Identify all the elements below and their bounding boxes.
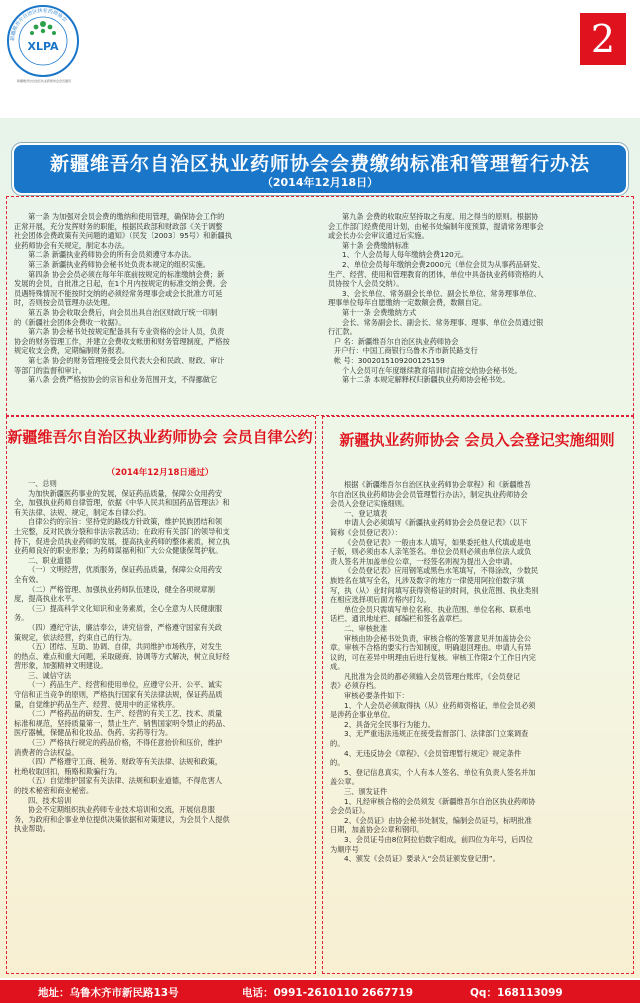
text-line: 个人会员可在年度继续教育培训时直接交给协会秘书处。 (342, 365, 522, 375)
text-line: 话栏、通讯地址栏、邮编栏和签名盖章栏。 (330, 614, 467, 624)
text-line: （五）自觉维护国家有关法律、法规和职业道德，不得危害人 (28, 776, 223, 786)
footer-bar (0, 980, 640, 1003)
text-line: 凡批准为会员的都必须输入会员管理台账库，《会员登记 (344, 671, 521, 681)
text-line: 2、单位会员每年缴纳会费2000元（单位会员为从事药品研发、 (342, 259, 545, 269)
text-line: 审核由协会秘书处负责，审核合格的签署意见并加盖协会公 (344, 633, 531, 643)
self-discipline-date: （2014年12月18日通过） (106, 468, 214, 478)
text-line: 第八条 会费严格按协会的宗旨和业务范围开支，不得挪做它 (28, 375, 218, 385)
text-line: 量，自觉维护药品生产、经营、使用中的正常秩序。 (14, 699, 180, 709)
text-line: 3、无严重违法违规正在接受监督部门、法律部门立案调查 (344, 729, 529, 739)
text-line: 日期，加盖协会公章和钢印。 (330, 825, 424, 835)
text-line: 务。 (14, 613, 29, 623)
text-line: 守信和正当竞争的原则，严格执行国家有关法律法规，保证药品质 (14, 690, 223, 700)
self-discipline-body (14, 479, 306, 834)
text-line: 审核必要条件如下： (344, 691, 409, 701)
footer-phone: 电话：0991-2610110 2667719 (242, 987, 414, 999)
text-line: 二、审核批准 (344, 623, 388, 633)
text-line: 三、诚信守法 (28, 670, 72, 680)
text-line: 等部门的监督和审计。 (14, 365, 86, 375)
text-line: 在相应选择项后面方格内打勾。 (330, 595, 431, 605)
text-line: 业药师协会有关规定，制定本办法。 (14, 240, 130, 250)
text-line: 正常开展，充分发挥财务的职能，根据民政部和财政部《关于调整 (14, 221, 223, 231)
text-line: （三）提高科学文化知识和业务素质，全心全意为人民健康服 (28, 603, 223, 613)
text-line: 单位会员只需填写单位名称、执业范围、单位名称、联系电 (344, 604, 531, 614)
footer-address: 地址：乌鲁木齐市新民路13号 (38, 987, 179, 999)
text-line: 是涉药企事业单位。 (330, 710, 395, 720)
text-line: 第三条 新疆执业药师协会秘书处负责本规定的组织实施。 (28, 259, 210, 269)
text-line: 第四条 协会会员必须在每年年底前按规定的标准缴纳会费；新 (28, 269, 225, 279)
text-line: 5、登记信息真实，个人有本人签名、单位有负责人签名并加 (344, 767, 536, 777)
logo-ring-text: 新疆维吾尔自治区执业药师协会 (9, 7, 68, 42)
text-line: 协会不定期组织执业药师专业技术培训和交流，开展信息服 (28, 805, 215, 815)
text-line: （一）文明经营，优质服务，保证药品质量，保障公众用药安 (28, 565, 223, 575)
text-line: 成。 (330, 662, 345, 672)
text-line: 务，为政府和企事业单位提供决策依据和对策建议，为会员个人提供 (14, 814, 230, 824)
text-line: 发展的会员，自批准之日起，在1个月内按规定的标准交纳会费。会 (14, 279, 228, 289)
text-line: 第七条 协会的财务管理接受会员代表大会和民政、财政、审计 (28, 355, 225, 365)
text-line: 第十一条 会费缴纳方式 (342, 307, 417, 317)
text-line: 杜绝收取回扣，贿赂和欺骗行为。 (14, 766, 122, 776)
text-line: 员协按个人会员交纳）。 (328, 279, 404, 289)
text-line: 族姓名在填写全名，凡涉及数字的地方一律使用阿拉伯数字填 (330, 575, 525, 585)
text-line: （三）严格执行规定的药品价格，不得任意抬价和压价，维护 (28, 738, 223, 748)
text-line: 申请人会必须填写《新疆执业药师协会会员登记表》（以下 (344, 518, 528, 528)
text-line: 会会员证》。 (330, 806, 370, 816)
text-line: 尔自治区执业药师协会会员管理暂行办法》，制定执业药师协会 (330, 489, 528, 499)
text-line: 1、凡经审核合格的会员须发《新疆维吾尔自治区执业药师协 (344, 796, 536, 806)
text-line: 写，执（从）业时间填写获得资格证的时间，执业范围、执业类别 (330, 585, 539, 595)
page-number: 2 (580, 13, 626, 65)
title-banner (12, 143, 628, 195)
text-line: 第一条 为加强对会员会费的缴纳和使用管理，确保协会工作的 (28, 212, 225, 221)
text-line: 营形象，加强精神文明建设。 (14, 661, 108, 671)
text-line: 责人签名并加盖单位公章，一经签名则视为提出入会申请。 (330, 556, 517, 566)
text-line: 土完整，反对民族分裂和非法宗教活动；在政府有关部门的领导和支 (14, 526, 230, 536)
text-line: 全有效。 (14, 574, 43, 584)
text-line: 或会长办公会审议通过后实施。 (328, 231, 429, 241)
text-line: 二、职业道德 (28, 555, 72, 565)
text-line: 子版，则必须由本人亲笔签名。单位会员则必须由单位法人或负 (330, 547, 532, 557)
text-line: 一、总则 (28, 479, 57, 488)
text-line: 时，否则按会员管理办法处理。 (14, 298, 115, 308)
text-line: 协会的财务管理工作，并建立会费收支帐册和财务管理制度，严格按 (14, 336, 230, 346)
text-line: 标准和规范，坚持质量第一，禁止生产、销售国家明令禁止的药品、 (14, 718, 230, 728)
text-line: 的。 (330, 739, 345, 749)
text-line: （四）遵纪守法，廉洁奉公，讲究信誉，严格遵守国家有关政 (28, 622, 223, 632)
text-line: 第九条 会费的收取应坚持取之有度、用之得当的原则。根据协 (342, 212, 539, 221)
text-line: 业药师良好的职业形象；为药师谋福利和广大公众健康保驾护航。 (14, 546, 223, 556)
text-line: 持下，促进会员执业药师的发展，提高执业药师的整体素质，树立执 (14, 536, 230, 546)
text-line: 4、无违反协会《章程》、《会员管理暂行规定》规定条件 (344, 748, 522, 758)
page-header (0, 0, 640, 118)
self-discipline-title: 新疆维吾尔自治区执业药师协会 会员自律公约 (7, 428, 313, 446)
text-line: 为加快新疆医药事业的发展，保证药品质量，保障公众用药安 (28, 488, 223, 498)
text-line: 第二条 新疆执业药师协会的所有会员须遵守本办法。 (28, 250, 196, 260)
text-line: 3、会长单位、常务副会长单位、副会长单位、常务理事单位、 (342, 288, 541, 298)
text-line: 自律公约的宗旨：坚持党的路线方针政策，维护民族团结和领 (28, 517, 223, 527)
text-line: 生产、经营、使用和管理教育的团体，单位中具备执业药师资格的人 (328, 269, 544, 279)
text-line: 1、个人会员必须取得执（从）业药师资格证，单位会员必须 (344, 700, 536, 710)
text-line: 会员入会登记实施细则。 (330, 499, 410, 509)
text-line: 《会员登记表》应用钢笔或黑色水笔填写，不得涂改，少数民 (344, 566, 539, 576)
text-line: 会工作部门经费使用计划，由秘书处编制年度预算，提请常务理事会 (328, 221, 544, 231)
text-line: 表》必须存档。 (330, 681, 381, 691)
text-line: 的《新疆社会团体会费收一收据》。 (14, 317, 126, 327)
text-line: 一、登记填表 (344, 508, 388, 518)
text-line: 1、个人会员每人每年缴纳会费120元。 (342, 250, 469, 260)
main-title: 新疆维吾尔自治区执业药师协会会费缴纳标准和管理暂行办法 (49, 153, 590, 175)
text-line: 第十二条 本规定解释权归新疆执业药师协会秘书处。 (342, 375, 510, 385)
text-line: 2、具备完全民事行为能力。 (344, 719, 435, 729)
text-line: 的技术秘密和商业秘密。 (14, 786, 94, 795)
text-line: 3、会员证号由8位阿拉伯数字组成，前四位为年号，后四位 (344, 834, 533, 844)
text-line: 盖公章。 (330, 777, 359, 787)
text-line: 社会团体会费政策有关问题的通知》（民发〔2003〕95号）和新疆执 (14, 231, 232, 241)
text-line: 简称《会员登记表》）： (330, 527, 402, 537)
text-line: 第十条 会费缴纳标准 (342, 240, 409, 250)
text-line: 四、技术培训 (28, 795, 72, 805)
text-line: 医疗器械，保健品和化妆品、伪药、劣药等行为。 (14, 728, 173, 738)
text-line: 《会员登记表》一般由本人填写，如果委托他人代填或是电 (344, 537, 531, 547)
text-line: 2、《会员证》由协会秘书处制发，编制会员证号，标明批准 (344, 815, 532, 825)
text-line: 为顺序号 (330, 844, 359, 854)
fee-rules-left-column (14, 212, 312, 385)
text-line: 户 名：新疆维吾尔自治区执业药师协会 (334, 336, 459, 346)
text-line: 帐 号：3002015109200125159 (334, 355, 445, 365)
text-line: 度，提高执业水平。 (14, 594, 79, 604)
text-line: 员遇特殊情况不能按时交纳的必须经常务理事会或会长批准方可延 (14, 288, 223, 298)
logo-subtitle: 新疆维吾尔自治区执业药师协会会员通讯 (16, 79, 71, 83)
text-line: （五）团结、互助、协调、自律，共同维护市场秩序，对发生 (28, 642, 223, 652)
fee-rules-right-column (328, 212, 626, 385)
membership-rules-title: 新疆执业药师协会 会员入会登记实施细则 (339, 431, 615, 449)
text-line: 的。 (330, 758, 345, 768)
text-line: （二）严格管理、加强执业药师队伍建设，健全各项规章制 (28, 584, 215, 594)
text-line: 全，加强执业药师自律管理，依据《中华人民共和国药品管理法》和 (14, 498, 230, 508)
text-line: 有关法律、法规、规定，制定本自律公约。 (14, 507, 151, 517)
text-line: 消费者的合法权益。 (14, 747, 79, 757)
text-line: 第六条 协会秘书处按规定配备具有专业资格的会计人员，负责 (28, 327, 225, 337)
text-line: 规定收支会费，定期编制财务报表。 (14, 346, 130, 356)
membership-rules-body (330, 480, 624, 864)
text-line: 理事单位每年自愿缴纳一定数额会费，数额自定。 (328, 298, 487, 308)
text-line: 开户行：中国工商银行乌鲁木齐市新民路支行 (334, 346, 478, 356)
logo-text: XLPA (27, 40, 59, 53)
text-line: 4、颁发《会员证》要录入“会员证颁发登记册”。 (344, 854, 500, 864)
text-line: （二）严格药品的研发、生产、经营的有关工艺、技术、质量 (28, 709, 223, 719)
text-line: 三、颁发证件 (344, 787, 388, 796)
text-line: 执业帮助。 (14, 824, 50, 834)
text-line: 的热点、难点和重大问题，采取磋商、协调等方式解决，树立良好经 (14, 651, 230, 661)
text-line: 行汇款。 (328, 327, 357, 337)
text-line: （四）严格遵守工商、税务、财政等有关法律、法规和政策， (28, 757, 223, 767)
text-line: 章。审核不合格的要实行告知制度，明确退回理由。申请人有异 (330, 643, 532, 653)
text-line: （一）药品生产、经营和使用单位，应遵守公开、公平、诚实 (28, 680, 223, 690)
text-line: 策规定，依法经营，约束自己的行为。 (14, 632, 137, 642)
text-line: 议的，可在差异中明理由后进行复核。审核工作限2个工作日内完 (330, 652, 536, 662)
text-line: 会长、常务副会长、副会长、常务理事、理事、单位会员通过银 (342, 317, 544, 327)
association-logo (6, 4, 80, 78)
text-line: 根据《新疆维吾尔自治区执业药师协会章程》和《新疆维吾 (344, 480, 531, 489)
footer-qq: Qq：168113099 (470, 987, 563, 999)
text-line: 第五条 协会收取会费后，向会员出具自治区财政厅统一印制 (28, 307, 218, 317)
main-date: （2014年12月18日） (261, 176, 379, 189)
